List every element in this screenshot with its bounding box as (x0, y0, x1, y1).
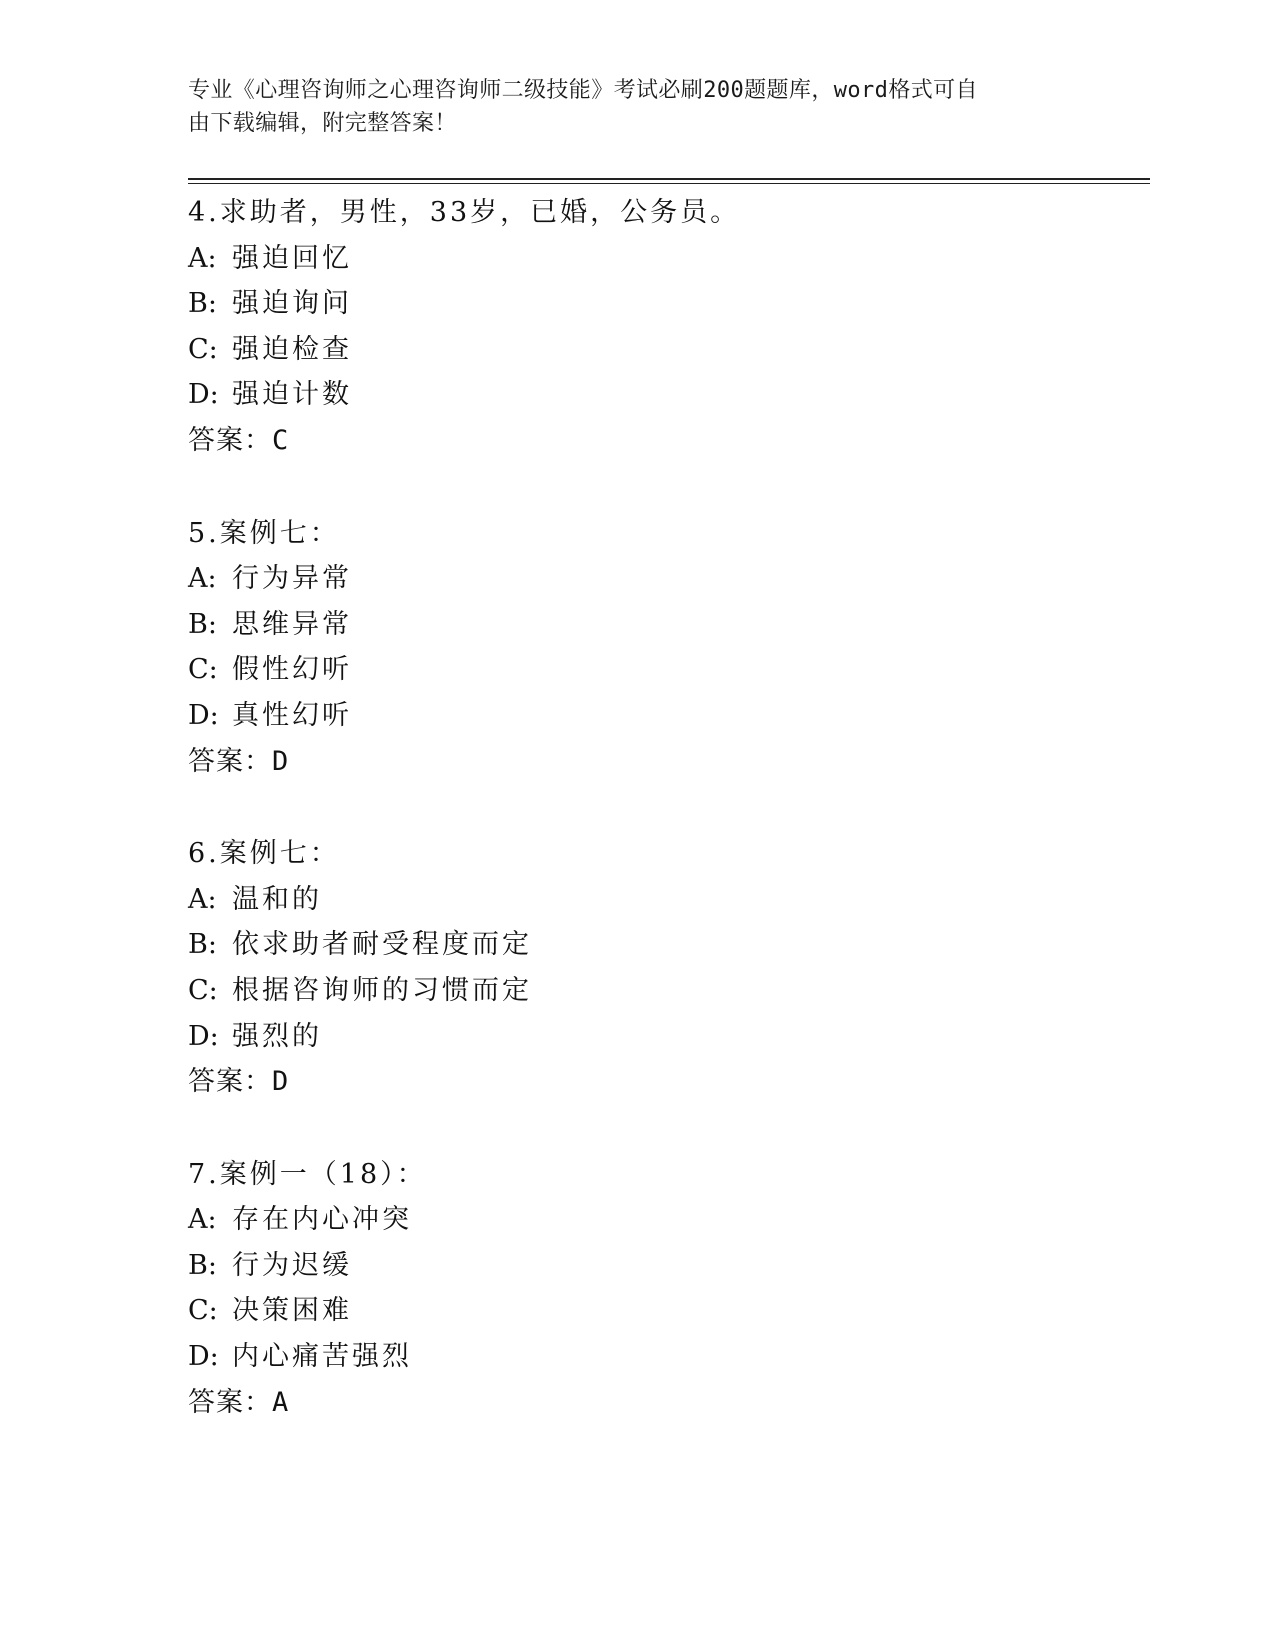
option-letter: A: (188, 242, 217, 274)
answer-line (188, 1380, 1148, 1426)
option-text: 温和的 (232, 883, 322, 915)
question-text: 5.案例七： (188, 517, 340, 549)
option-d (188, 372, 1148, 418)
question-text: 6.案例七： (188, 838, 340, 870)
option-letter: B: (188, 929, 217, 961)
question-item (188, 190, 1148, 464)
option-b (188, 281, 1148, 327)
option-text: 依求助者耐受程度而定 (232, 929, 532, 961)
answer-label: 答案： (188, 1066, 272, 1098)
option-letter: B: (188, 608, 217, 640)
option-letter: B: (188, 1249, 217, 1281)
question-item (188, 511, 1148, 785)
option-c (188, 647, 1148, 693)
answer-label: 答案： (188, 1386, 272, 1418)
option-text: 思维异常 (232, 608, 352, 640)
option-text: 决策困难 (232, 1295, 352, 1327)
option-b (188, 922, 1148, 968)
option-letter: C: (188, 974, 218, 1006)
option-letter: D: (188, 379, 219, 411)
header-divider-thin (188, 183, 1150, 184)
question-item (188, 831, 1148, 1105)
option-text: 行为迟缓 (232, 1249, 352, 1281)
option-d (188, 693, 1148, 739)
option-letter: C: (188, 654, 218, 686)
option-text: 假性幻听 (232, 654, 352, 686)
question-text: 7.案例一（18）： (188, 1158, 427, 1190)
option-c (188, 1288, 1148, 1334)
option-a (188, 556, 1148, 602)
option-letter: C: (188, 333, 218, 365)
option-letter: C: (188, 1295, 218, 1327)
option-text: 强烈的 (232, 1020, 322, 1052)
option-letter: D: (188, 1020, 219, 1052)
option-text: 真性幻听 (232, 699, 352, 731)
option-text: 根据咨询师的习惯而定 (232, 974, 532, 1006)
answer-line (188, 418, 1148, 464)
option-text: 强迫询问 (232, 288, 352, 320)
answer-value: C (272, 424, 290, 456)
option-text: 行为异常 (232, 563, 352, 595)
option-text: 强迫检查 (232, 333, 352, 365)
option-letter: A: (188, 883, 217, 915)
question-text: 4.求助者，男性，33岁，已婚，公务员。 (188, 197, 741, 228)
answer-value: A (272, 1386, 290, 1418)
option-letter: A: (188, 1204, 217, 1236)
option-a (188, 1197, 1148, 1243)
answer-line (188, 1059, 1148, 1105)
option-text: 强迫计数 (232, 379, 352, 411)
option-c (188, 327, 1148, 373)
question-item (188, 1152, 1148, 1426)
option-letter: A: (188, 563, 217, 595)
header-line-1: 专业《心理咨询师之心理咨询师二级技能》考试必刷200题题库，word格式可自 (188, 78, 978, 103)
option-a (188, 236, 1148, 282)
answer-label: 答案： (188, 745, 272, 777)
option-text: 强迫回忆 (232, 242, 352, 274)
option-a (188, 877, 1148, 923)
header-divider-thick (188, 178, 1150, 180)
option-letter: B: (188, 288, 217, 320)
option-text: 内心痛苦强烈 (232, 1341, 412, 1373)
document-header (188, 74, 1068, 140)
answer-line (188, 739, 1148, 785)
option-d (188, 1014, 1148, 1060)
question-list (188, 190, 1148, 1425)
answer-value: D (272, 1066, 290, 1098)
option-text: 存在内心冲突 (232, 1204, 412, 1236)
header-line-2: 由下载编辑，附完整答案！ (188, 111, 457, 136)
option-d (188, 1334, 1148, 1380)
option-b (188, 1243, 1148, 1289)
option-c (188, 968, 1148, 1014)
option-letter: D: (188, 1341, 219, 1373)
option-letter: D: (188, 699, 219, 731)
answer-label: 答案： (188, 424, 272, 456)
answer-value: D (272, 745, 290, 777)
option-b (188, 602, 1148, 648)
